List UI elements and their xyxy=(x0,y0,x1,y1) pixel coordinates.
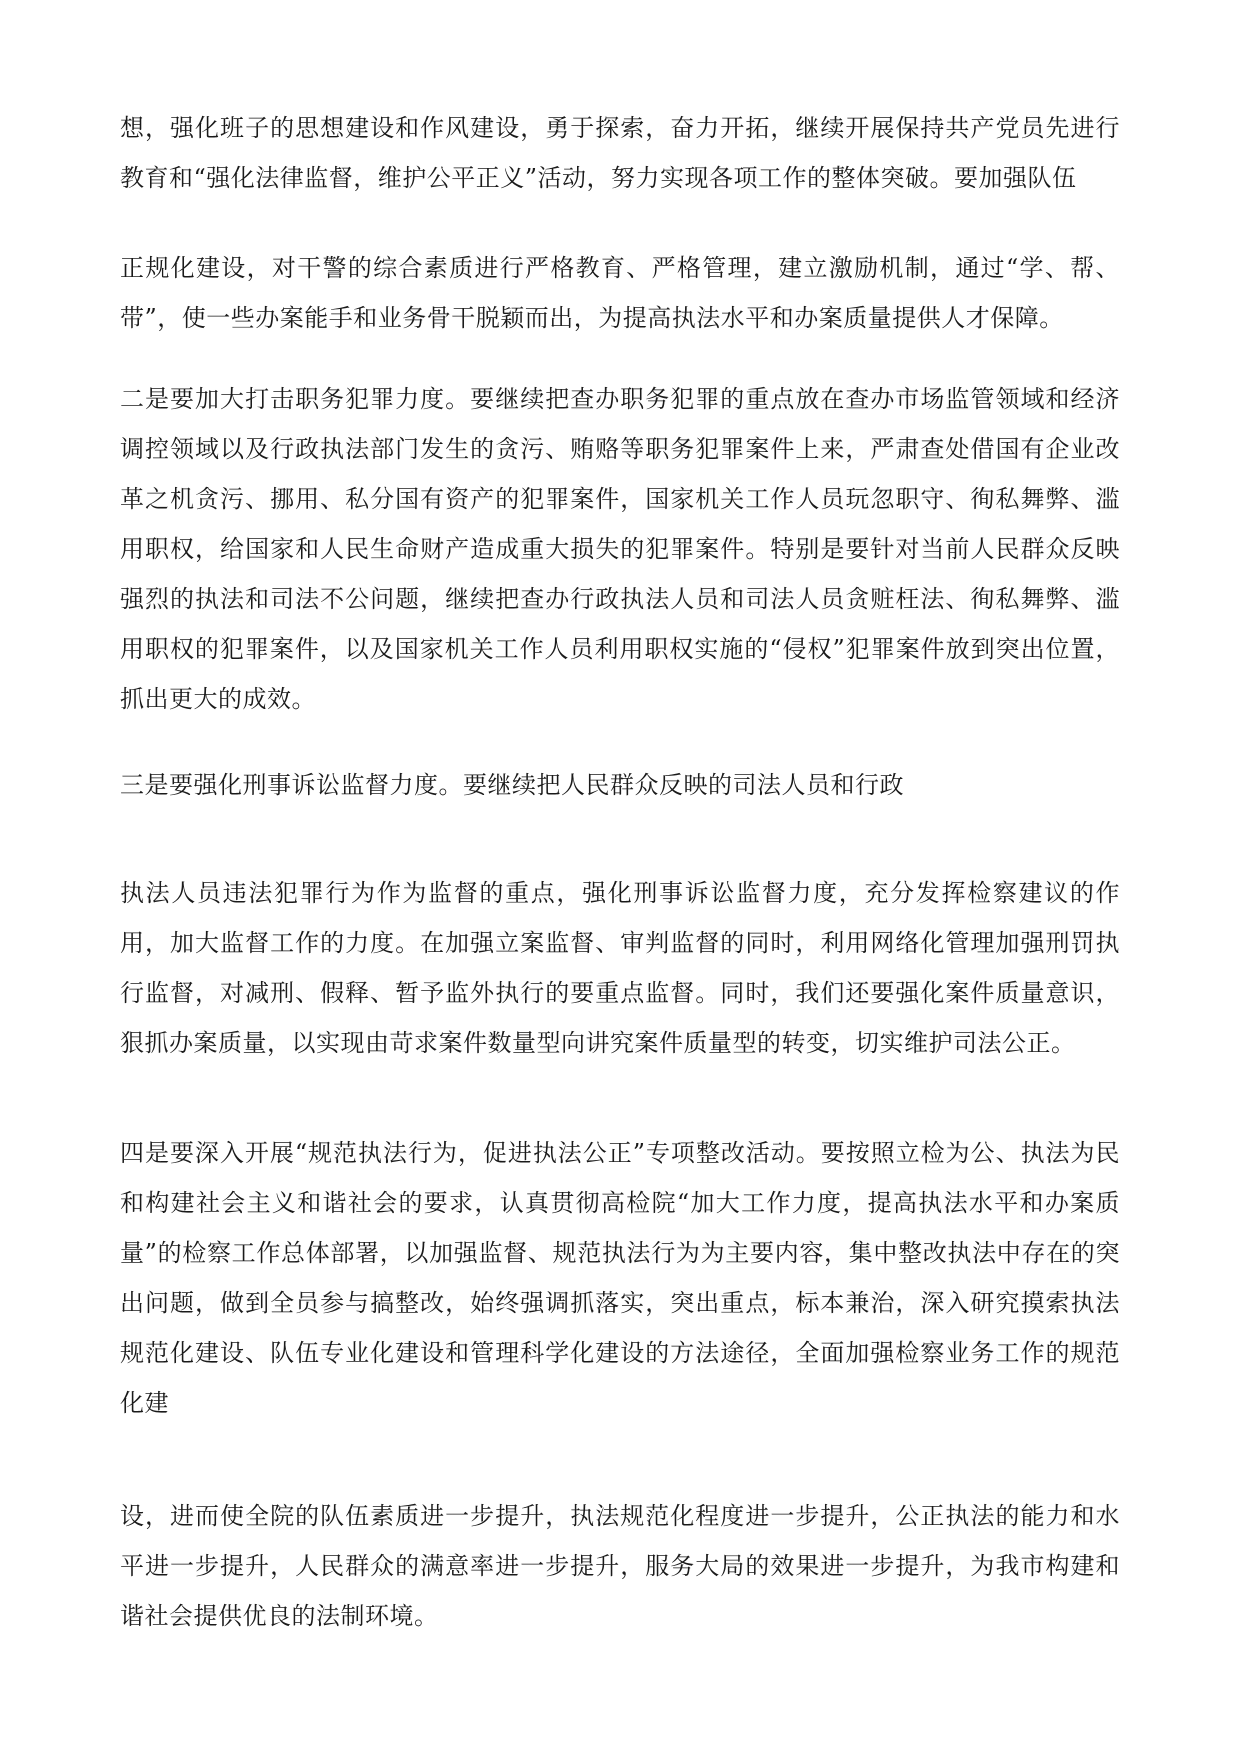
paragraph-4: 三是要强化刑事诉讼监督力度。要继续把人民群众反映的司法人员和行政 xyxy=(120,771,904,799)
paragraph-5: 执法人员违法犯罪行为作为监督的重点，强化刑事诉讼监督力度，充分发挥检察建议的作用，加大监督工作的力度。在加强立案监督、审判监督的同时，利用网络化管理加强刑罚执行监督，对减刑、假释、暂予监外执行的要重点监督。同时，我们还要强化案件质量意识，狠抓办案质量，以实现由苛求案件数量型向讲究案件质量型的转变，切实维护司法公正。 xyxy=(120,879,1120,1057)
paragraph-7: 设，进而使全院的队伍素质进一步提升，执法规范化程度进一步提升，公正执法的能力和水平进一步提升，人民群众的满意率进一步提升，服务大局的效果进一步提升，为我市构建和谐社会提供优良的法制环境。 xyxy=(120,1502,1120,1630)
paragraph-2: 正规化建设，对干警的综合素质进行严格教育、严格管理，建立激励机制，通过“学、帮、带”，使一些办案能手和业务骨干脱颖而出，为提高执法水平和办案质量提供人才保障。 xyxy=(120,254,1120,332)
paragraph-3: 二是要加大打击职务犯罪力度。要继续把查办职务犯罪的重点放在查办市场监管领域和经济调控领域以及行政执法部门发生的贪污、贿赂等职务犯罪案件上来，严肃查处借国有企业改革之机贪污、挪用、私分国有资产的犯罪案件，国家机关工作人员玩忽职守、徇私舞弊、滥用职权，给国家和人民生命财产造成重大损失的犯罪案件。特别是要针对当前人民群众反映强烈的执法和司法不公问题，继续把查办行政执法人员和司法人员贪赃枉法、徇私舞弊、滥用职权的犯罪案件，以及国家机关工作人员利用职权实施的“侵权”犯罪案件放到突出位置，抓出更大的成效。 xyxy=(120,385,1120,713)
paragraph-6: 四是要深入开展“规范执法行为，促进执法公正”专项整改活动。要按照立检为公、执法为民和构建社会主义和谐社会的要求，认真贯彻高检院“加大工作力度，提高执法水平和办案质量”的检察工作总体部署，以加强监督、规范执法行为为主要内容，集中整改执法中存在的突出问题，做到全员参与搞整改，始终强调抓落实，突出重点，标本兼治，深入研究摸索执法规范化建设、队伍专业化建设和管理科学化建设的方法途径，全面加强检察业务工作的规范化建 xyxy=(120,1139,1120,1417)
paragraph-1: 想，强化班子的思想建设和作风建设，勇于探索，奋力开拓，继续开展保持共产党员先进行教育和“强化法律监督，维护公平正义”活动，努力实现各项工作的整体突破。要加强队伍 xyxy=(120,114,1120,192)
